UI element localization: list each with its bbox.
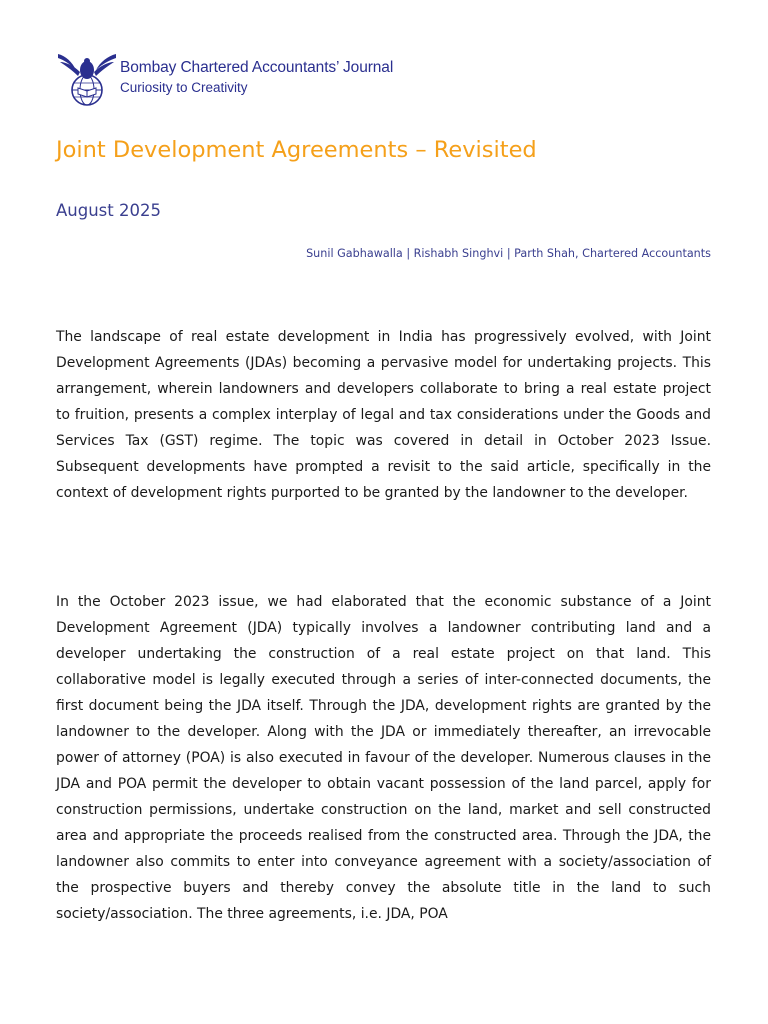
article-date: August 2025 — [56, 201, 161, 220]
article-title: Joint Development Agreements – Revisited — [56, 137, 537, 163]
journal-tagline: Curiosity to Creativity — [120, 80, 248, 95]
journal-name: Bombay Chartered Accountants’ Journal — [120, 59, 394, 76]
article-authors: Sunil Gabhawalla | Rishabh Singhvi | Parth Shah, Chartered Accountants — [306, 247, 711, 260]
body-paragraph: In the October 2023 issue, we had elaborated that the economic substance of a Joint Development Agreement (JDA) typically involves a landowner contributing land and a developer undertaking the construction of a real estate project on that land. This collaborative model is legally executed through a series of inter-connected documents, the first document being the JDA itself. Through the JDA, development rights are granted by the landowner to the developer. Along with the JDA or immediately thereafter, an irrevocable power of attorney (POA) is also executed in favour of the developer. Numerous clauses in the JDA and POA permit the developer to obtain vacant possession of the land parcel, apply for construction permissions, undertake construction on the land, market and sell constructed area and appropriate the proceeds realised from the constructed area. Through the JDA, the landowner also commits to enter into conveyance agreement with a society/association of the prospective buyers and thereby convey the absolute title in the land to such society/association. The three agreements, i.e. JDA, POA — [56, 594, 711, 922]
body-paragraph: The landscape of real estate development in India has progressively evolved, with Joint Development Agreements (JDAs) becoming a pervasive model for undertaking projects. This arrangement, wherein landowners and developers collaborate to bring a real estate project to fruition, presents a complex interplay of legal and tax considerations under the Goods and Services Tax (GST) regime. The topic was covered in detail in October 2023 Issue. Subsequent developments have prompted a revisit to the said article, specifically in the context of development rights purported to be granted by the landowner to the developer. — [56, 329, 711, 501]
journal-header — [56, 50, 476, 110]
bca-logo-icon — [56, 50, 118, 108]
